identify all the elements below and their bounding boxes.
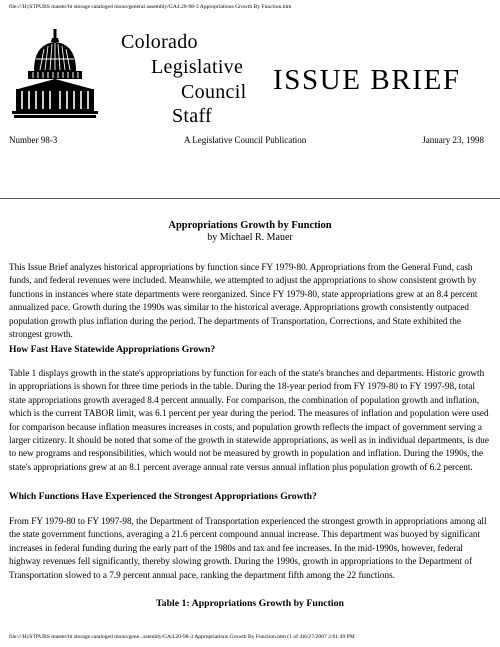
org-name-line-2: Legislative [151,56,244,78]
article-author: by Michael R. Mauer [207,232,293,243]
publication-label: A Legislative Council Publication [184,135,307,145]
section-heading-strongest-growth: Which Functions Have Experienced the Strongest Appropriations Growth? [9,491,317,502]
statewide-growth-paragraph: Table 1 displays growth in the state's appropriations by function for each of the state's branches and departments. Historic growth in appropriations is shown for three time periods in the table. During the 18-year period from FY 1979-80 to FY 1997-98, total state appropriations growth averaged 8.4 percent annually. For comparison, the combination of population growth and inflation, which is the current TABOR limit, was 6.1 percent per year during the period. The measures of inflation and population were used for comparison because inflation measures increases in costs, and population growth reflects the impact of government serving a larger citizenry. It should be noted that some of the growth in statewide appropriations, as well as in individual departments, is due to new programs and responsibilities, which would not be measured by growth in population and inflation. During the 1990s, the state's appropriations grew at an 8.1 percent average annual rate versus annual inflation plus population growth of 6.2 percent. [9,368,489,472]
publication-meta [9,133,484,147]
org-name-line-4: Staff [172,105,213,127]
header-divider [0,198,500,199]
org-name-line-3: Council [181,81,247,103]
publication-date: January 23, 1998 [422,135,484,145]
strongest-growth-paragraph: From FY 1979-80 to FY 1997-98, the Department of Transportation experienced the strongest growth in appropriations among all the state government functions, averaging a 21.6 percent compound annual increase. This department was buoyed by significant increases in federal funding during the early part of the 1980s and tax and fee increases. In the mid-1990s, however, federal highway revenues fell significantly, thereby slowing growth. During the 1990s, growth in appropriations to the Department of Transportation slowed to a 7.9 percent annual pace, ranking the department fifth among the 22 functions. [9,516,487,580]
org-name-line-1: Colorado [121,31,198,53]
capitol-dome-logo [12,27,98,119]
intro-paragraph: This Issue Brief analyzes historical appropriations by function since FY 1979-80. Appropriations from the General Fund, cash funds, and federal revenues were included. Meanwhile, we attempted to adjust the appropriations to show consistent growth by functions in instances where state departments were reorganized. Since FY 1979-80, state appropriations grew at an 8.4 percent annualized pace. Growth during the 1990s was similar to the historical average. Appropriations growth consistently outpaced population growth plus inflation during the period. The departments of Transportation, Corrections, and State exhibited the strongest growth. [9,262,478,340]
issue-brief-banner: ISSUE BRIEF [273,64,461,96]
issue-number: Number 98-3 [9,135,58,145]
section-heading-statewide-growth: How Fast Have Statewide Appropriations Grown? [9,344,216,355]
article-title: Appropriations Growth by Function [168,220,332,231]
file-path-footer: file:///H|/STPUBS master/lit storage cataloged mono/gene...ssembly/GA4.20-98-3 Appropriations Growth By Function.htm (1 of 4)6/27/2007 2:01:49 PM [9,634,355,640]
table-caption: Table 1: Appropriations Growth by Function [156,598,344,609]
file-path-header: file:///H|/STPUBS master/lit storage cataloged mono/general assembly/GA4.20-98-3 Appropriations Growth By Function.htm [9,4,292,10]
